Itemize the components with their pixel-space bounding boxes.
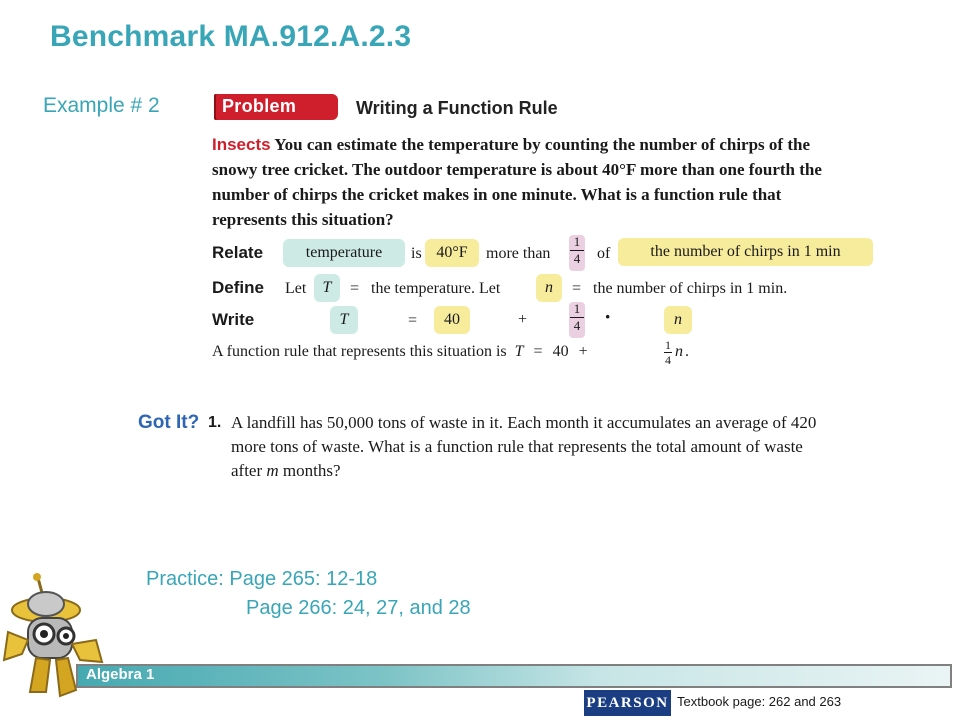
write-multiply-dot: · xyxy=(604,304,612,329)
publisher-logo: PEARSON xyxy=(584,690,671,716)
define-equals-2: = xyxy=(572,280,582,297)
define-equals-1: = xyxy=(350,280,360,297)
write-var-t-chip: T xyxy=(330,306,358,334)
problem-paragraph xyxy=(212,132,852,232)
robot-arm-left xyxy=(4,632,28,660)
conclusion-equals: = xyxy=(533,343,543,360)
conclusion-var-n: n xyxy=(675,343,683,360)
robot-arm-right xyxy=(72,640,102,662)
slide-title: Benchmark MA.912.A.2.3 xyxy=(50,20,412,53)
got-it-question xyxy=(231,411,831,483)
got-it-text-after: months? xyxy=(282,461,341,480)
got-it-number: 1. xyxy=(208,414,222,431)
conclusion-var-t: T xyxy=(514,343,524,360)
relate-fraction xyxy=(569,235,585,271)
got-it-variable: m xyxy=(266,461,279,480)
write-var-n-chip: n xyxy=(664,306,692,334)
write-label: Write xyxy=(212,310,255,329)
relate-of-text: of xyxy=(597,245,611,262)
define-label: Define xyxy=(212,278,264,297)
antenna-tip xyxy=(33,573,41,581)
head-dome xyxy=(28,592,64,616)
footer-bar xyxy=(76,664,952,688)
robot-pupil-left xyxy=(40,630,48,638)
relate-fraction-numerator: 1 xyxy=(573,234,581,249)
write-fraction xyxy=(569,302,585,338)
relate-fraction-denominator: 4 xyxy=(573,251,581,266)
conclusion-fraction-denominator: 4 xyxy=(665,353,671,367)
problem-text: You can estimate the temperature by counting the number of chirps of the snowy tree cricket. The outdoor temperature is about 40°F more than one fourth the number of chirps the cricket makes in one minute. What is a function rule that represents this situation? xyxy=(212,135,822,229)
write-equals: = xyxy=(408,312,418,329)
write-fraction-numerator: 1 xyxy=(573,301,581,316)
got-it-label: Got It? xyxy=(138,412,200,433)
conclusion-fraction-numerator: 1 xyxy=(665,338,671,352)
conclusion-value: 40 xyxy=(552,343,569,360)
relate-label: Relate xyxy=(212,243,264,262)
write-value-chip: 40 xyxy=(434,306,470,334)
relate-value-chip: 40°F xyxy=(425,239,479,267)
robot-pupil-right xyxy=(63,633,69,639)
course-label: Algebra 1 xyxy=(86,666,155,683)
conclusion-text: A function rule that represents this situation is xyxy=(212,343,507,360)
define-var-t-chip: T xyxy=(314,274,340,302)
robot-leg-right xyxy=(56,658,76,696)
robot-leg-left xyxy=(30,658,50,692)
relate-chirps-chip: the number of chirps in 1 min xyxy=(618,238,873,266)
define-var-n-chip: n xyxy=(536,274,562,302)
topic-label: Insects xyxy=(212,135,271,154)
got-it-text-before: A landfill has 50,000 tons of waste in it. Each month it accumulates an average of 420 more tons of waste. What is a function rule that represents the total amount of waste after xyxy=(231,413,817,480)
write-fraction-denominator: 4 xyxy=(573,318,581,333)
practice-line-1: Practice: Page 265: 12-18 xyxy=(146,568,378,590)
practice-line-2: Page 266: 24, 27, and 28 xyxy=(246,597,471,619)
conclusion-line xyxy=(212,343,588,361)
define-t-description: the temperature. Let xyxy=(371,280,501,297)
relate-temperature-chip: temperature xyxy=(283,239,405,267)
conclusion-fraction xyxy=(663,339,673,366)
conclusion-plus: + xyxy=(578,343,588,360)
example-label: Example # 2 xyxy=(43,94,160,117)
problem-heading: Writing a Function Rule xyxy=(356,98,558,118)
textbook-reference: Textbook page: 262 and 263 xyxy=(677,694,842,709)
define-let-text: Let xyxy=(285,280,307,297)
define-n-description: the number of chirps in 1 min. xyxy=(593,280,788,297)
relate-is-text: is xyxy=(411,245,422,262)
relate-more-than-text: more than xyxy=(486,245,551,262)
write-plus: + xyxy=(518,311,528,328)
conclusion-period: . xyxy=(685,343,689,360)
robot-mascot-icon xyxy=(0,570,110,705)
problem-tab-label: Problem xyxy=(222,96,297,116)
